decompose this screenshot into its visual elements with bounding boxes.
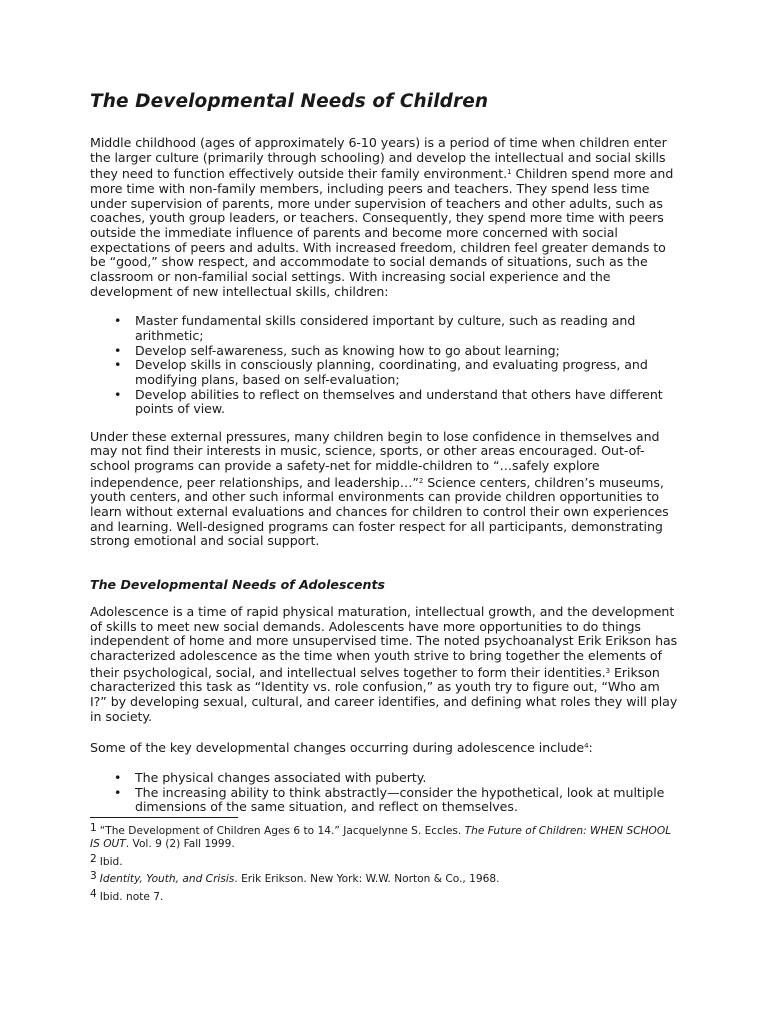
- paragraph-text: Science centers, children’s museums, youth centers, and other such informal environments can provide children opportunities to learn without external evaluations and chances for children to control their own experiences and learning. Well-designed programs can foster respect for all participants, demonstrating strong emotional and social support.: [90, 474, 669, 549]
- list-item: [114, 313, 680, 343]
- paragraph-text: Under these external pressures, many children begin to lose confidence in themselves and may not find their interests in music, science, sports, or other areas encouraged. Out-of-school programs can provide a safety-net for middle-children to “…safely explore independence, peer relationships, and leadership…”: [90, 428, 660, 490]
- footnote-number: 4: [90, 887, 97, 900]
- list-item: [114, 386, 680, 417]
- footnote-title: Identity, Youth, and Crisis: [99, 873, 235, 886]
- paragraph-adolescence: [90, 605, 680, 724]
- paragraph-text: Adolescence is a time of rapid physical maturation, intellectual growth, and the development of skills to meet new social demands. Adolescents have more opportunities to do things independent of home and more unsupervised time. The noted psychoanalyst Erik Erikson has characterized adolescence as the time when youth strive to bring together the elements of their psychological, social, and intellectual selves together to form their identities.: [90, 604, 678, 680]
- paragraph-text: Middle childhood (ages of approximately 6-10 years) is a period of time when children enter the larger culture (primarily through schooling) and develop the intellectual and social skills they need to function effectively outside their family environment.: [90, 135, 667, 182]
- list-item: [114, 342, 680, 359]
- paragraph-middle-childhood: [90, 136, 680, 299]
- footnote-ref: 4: [584, 742, 589, 751]
- bullet-icon: •: [114, 357, 122, 373]
- footnote-ref: 1: [507, 168, 512, 177]
- list-item-text: Develop self-awareness, such as knowing how to go about learning;: [135, 342, 560, 358]
- footnote-title: The Future of Children: WHEN SCHOOL IS OUT: [90, 824, 672, 851]
- footnote-text: Ibid. note 7.: [99, 890, 164, 903]
- footnote-text: . Erik Erikson. New York: W.W. Norton & Co., 1968.: [234, 873, 500, 886]
- footnote: [90, 888, 680, 904]
- bullet-icon: •: [114, 769, 122, 785]
- footnote-text: “The Development of Children Ages 6 to 14.” Jacquelynne S. Eccles.: [99, 824, 465, 837]
- bullet-icon: •: [114, 313, 122, 329]
- footnote-text: . Vol. 9 (2) Fall 1999.: [125, 838, 235, 851]
- list-item-text: Master fundamental skills considered important by culture, such as reading and arithmetic;: [135, 313, 636, 343]
- section-heading: The Developmental Needs of Adolescents: [90, 577, 385, 593]
- bullet-icon: •: [114, 784, 122, 800]
- footnote-ref: 2: [418, 476, 424, 485]
- footnote: [90, 822, 680, 852]
- footnote-number: 1: [90, 821, 97, 834]
- paragraph-text: Erikson characterized this task as “Identity vs. role confusion,” as youth try to figure out, “Who am I?” by developing sexual, cultural, and career identifies, and defining what roles they will play in society.: [90, 664, 678, 724]
- bullet-list-children: [90, 314, 680, 417]
- list-item-text: Develop skills in consciously planning, coordinating, and evaluating progress, and modifying plans, based on self-evaluation;: [135, 357, 648, 387]
- list-item: [114, 357, 680, 387]
- list-item-text: The physical changes associated with puberty.: [135, 769, 427, 785]
- paragraph-key-changes: [90, 739, 680, 756]
- page-title: The Developmental Needs of Children: [90, 91, 489, 112]
- bullet-icon: •: [114, 342, 122, 358]
- list-item: [114, 784, 680, 815]
- bullet-list-adolescents: [90, 771, 680, 815]
- paragraph-text: :: [588, 740, 593, 756]
- footnote: [90, 853, 680, 869]
- footnote: [90, 870, 680, 886]
- list-item: [114, 769, 680, 786]
- footnote-text: Ibid.: [99, 855, 123, 868]
- paragraph-text: Some of the key developmental changes occurring during adolescence include: [90, 740, 585, 756]
- footnote-ref: 3: [605, 666, 611, 675]
- list-item-text: Develop abilities to reflect on themselves and understand that others have different points of view.: [135, 386, 663, 417]
- bullet-icon: •: [114, 386, 122, 402]
- footnote-number: 3: [90, 870, 97, 883]
- paragraph-external-pressures: [90, 430, 680, 549]
- footnote-number: 2: [90, 852, 97, 865]
- footnote-divider: [90, 817, 238, 818]
- list-item-text: The increasing ability to think abstractly—consider the hypothetical, look at multiple dimensions of the same situation, and reflect on themselves.: [135, 784, 665, 815]
- paragraph-text: Children spend more and more time with non-family members, including peers and teachers. They spend less time under supervision of parents, more under supervision of teachers and other adults, such as coaches, youth group leaders, or teachers. Consequently, they spend more time with peers outside the immediate influence of parents and become more concerned with social expectations of peers and adults. With increased freedom, children feel greater demands to be “good,” show respect, and accommodate to social demands of situations, such as the classroom or non-familial social settings. With increasing social experience and the development of new intellectual skills, children:: [90, 166, 674, 299]
